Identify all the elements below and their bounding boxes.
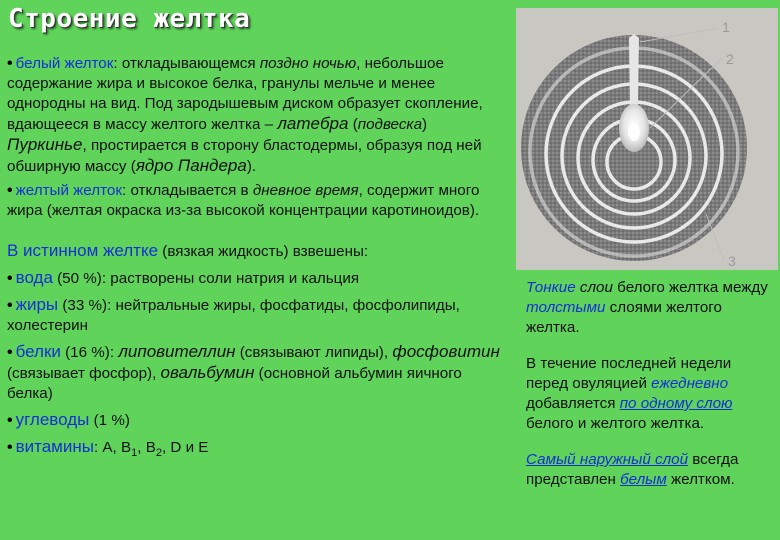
- text: (связывают липиды),: [235, 344, 393, 361]
- vitamins-term: витамины: [15, 437, 94, 456]
- bullet: •: [7, 439, 13, 456]
- text: добавляется: [526, 395, 620, 412]
- thin-term: Тонкие: [526, 279, 576, 296]
- text: белого желтка между: [612, 279, 768, 296]
- day-time: дневное время: [252, 182, 359, 199]
- proteins-item: [7, 342, 507, 404]
- text: (: [348, 116, 358, 133]
- daily-term: ежедневно: [651, 375, 729, 392]
- water-term: вода: [15, 268, 53, 287]
- figure-label-3: 3: [728, 253, 736, 269]
- figure-label-2: 2: [726, 51, 734, 67]
- text: слоями желтого желтка.: [526, 299, 722, 336]
- bullet: •: [7, 55, 13, 72]
- bullet: •: [7, 297, 13, 314]
- bullet: •: [7, 182, 13, 199]
- outer-layer-note: [526, 450, 776, 490]
- lipovitellin-term: липовителлин: [118, 342, 236, 361]
- true-yolk-heading: [7, 241, 507, 262]
- text: , D и E: [161, 439, 209, 456]
- text: :: [109, 344, 119, 361]
- text: ): [422, 116, 428, 133]
- side-notes: [526, 278, 776, 490]
- yellow-yolk-term: желтый желток: [15, 182, 122, 199]
- bullet: •: [7, 344, 13, 361]
- podveska-term: подвеска: [357, 116, 423, 133]
- water-percent: (50 %): [52, 270, 102, 287]
- main-text: [7, 54, 507, 463]
- carbs-term: углеводы: [15, 410, 90, 429]
- text: : откладывающемся: [113, 55, 260, 72]
- figure-label-1: 1: [722, 19, 730, 35]
- true-yolk-term: В истинном желтке: [7, 241, 159, 260]
- latebra-core: [628, 123, 640, 141]
- one-layer-term: по одному слою: [619, 395, 733, 412]
- subscript: 2: [155, 447, 162, 460]
- subscript: 1: [131, 447, 138, 460]
- outer-layer-term: Самый наружный слой: [526, 451, 689, 468]
- page-title: Строение желтка: [8, 4, 251, 34]
- text: , содержит много жира (желтая окраска из-за высокой концентрации каротиноидов).: [7, 182, 480, 219]
- latebra-term: латебра: [277, 114, 349, 133]
- text: белого и желтого желтка.: [526, 415, 705, 432]
- night-time: поздно ночью: [259, 55, 357, 72]
- phosvitin-term: фосфовитин: [392, 342, 500, 361]
- text: : нейтральные жиры, фосфатиды, фосфолипиды, холестерин: [7, 297, 460, 334]
- fats-term: жиры: [15, 295, 59, 314]
- yellow-yolk-paragraph: [7, 181, 507, 221]
- layers-term: слои: [579, 279, 613, 296]
- text: (основной альбумин яичного белка): [7, 365, 462, 402]
- bullet: •: [7, 270, 13, 287]
- pander-nucleus-term: ядро Пандера: [135, 156, 247, 175]
- purkinje-term: Пуркинье: [7, 135, 83, 154]
- text: всегда представлен: [526, 451, 739, 488]
- text: (вязкая жидкость) взвешены:: [158, 243, 369, 260]
- water-item: [7, 268, 507, 289]
- proteins-term: белки: [15, 342, 61, 361]
- text: , простирается в сторону бластодермы, образуя под ней обширную массу (: [7, 137, 482, 175]
- text: , B: [137, 439, 156, 456]
- carbs-item: [7, 410, 507, 431]
- thick-term: толстыми: [526, 299, 606, 316]
- text: : растворены соли натрия и кальция: [101, 270, 360, 287]
- fats-item: [7, 295, 507, 336]
- text: : откладывается в: [122, 182, 253, 199]
- text: ).: [246, 158, 257, 175]
- text: В течение последней недели перед овуляцией: [526, 355, 732, 392]
- white-yolk-term: белый желток: [15, 55, 114, 72]
- carbs-percent: (1 %): [89, 412, 130, 429]
- yolk-structure-illustration: [516, 8, 778, 270]
- text: (связывает фосфор),: [7, 365, 161, 382]
- text: , небольшое содержание жира и высокое белка, гранулы мельче и менее однородны на вид. Под зародышевым диском образует скопление, вдающееся в массу желтого желтка –: [7, 55, 483, 133]
- fats-percent: (33 %): [58, 297, 108, 314]
- text: : A, B: [93, 439, 132, 456]
- latebra-neck: [629, 34, 639, 108]
- thin-layers-note: [526, 278, 776, 338]
- ovulation-note: [526, 354, 776, 434]
- ovalbumin-term: овальбумин: [160, 363, 255, 382]
- bullet: •: [7, 412, 13, 429]
- white-yolk-paragraph: [7, 54, 507, 177]
- yolk-structure-figure: [516, 8, 778, 270]
- vitamins-item: [7, 437, 507, 463]
- text: желтком.: [666, 471, 735, 488]
- white-term: белым: [620, 471, 667, 488]
- proteins-percent: (16 %): [60, 344, 110, 361]
